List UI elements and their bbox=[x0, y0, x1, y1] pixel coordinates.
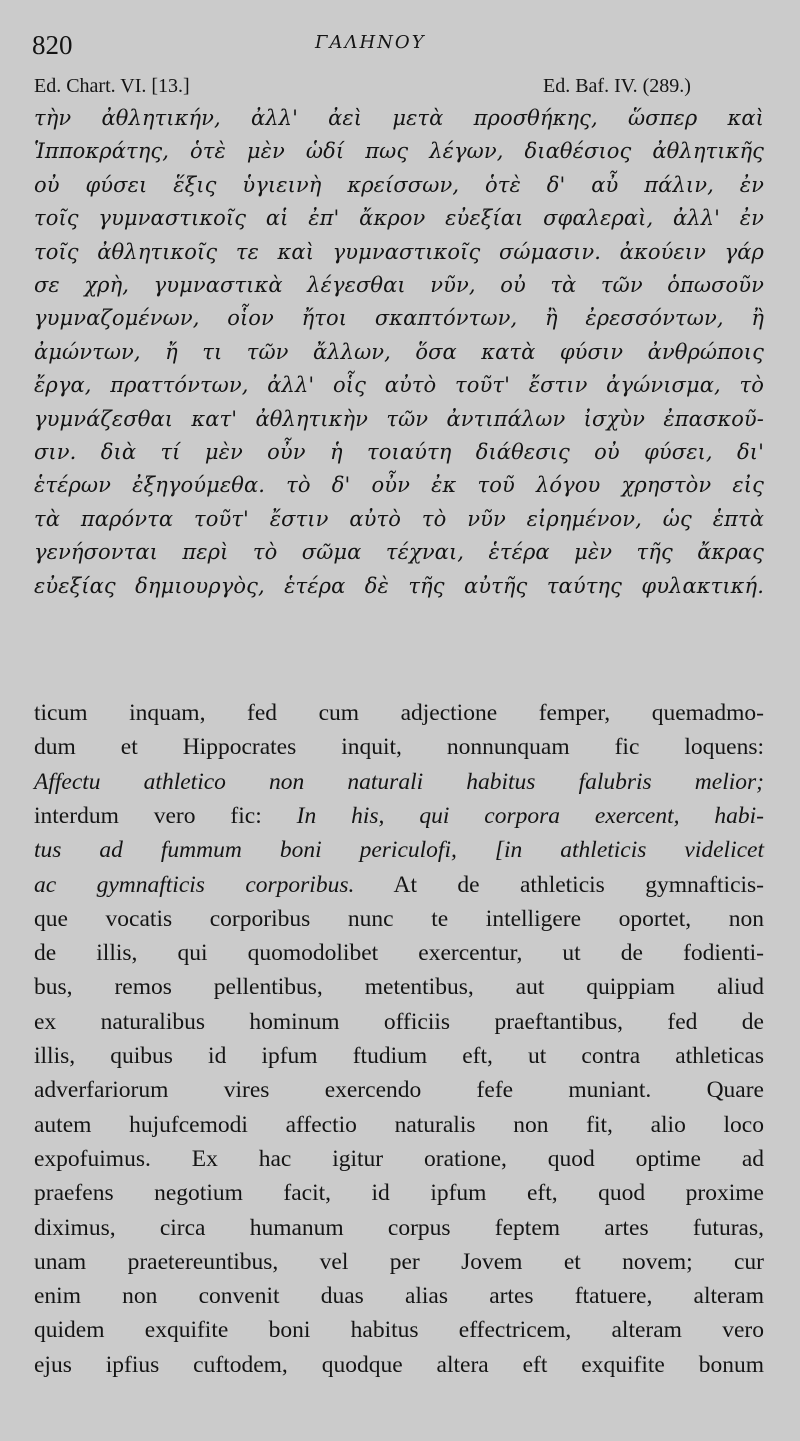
greek-text-line: Ἱπποκράτης, ὁτὲ μὲν ὡδί πως λέγων, διαθέσιος ἀθλητικῆς bbox=[34, 139, 764, 164]
latin-text-line bbox=[34, 803, 764, 830]
latin-text-line bbox=[34, 1112, 764, 1139]
latin-roman-span: enim non convenit duas alias artes ftatuere, alteram bbox=[34, 1283, 764, 1310]
latin-roman-span: illis, quibus id ipfum ftudium eft, ut contra athleticas bbox=[34, 1043, 764, 1069]
latin-text-line bbox=[34, 1352, 764, 1379]
greek-text-line: τοῖς ἀθλητικοῖς τε καὶ γυμναστικοῖς σώμασιν. ἀκούειν γάρ bbox=[34, 239, 764, 264]
edition-reference-left: Ed. Chart. VI. [13.] bbox=[34, 75, 190, 97]
latin-text-line bbox=[34, 700, 764, 727]
edition-reference-right: Ed. Baf. IV. (289.) bbox=[543, 75, 691, 97]
latin-text-line bbox=[34, 1043, 764, 1070]
latin-text-line bbox=[34, 974, 764, 1001]
greek-text-line: γενήσονται περὶ τὸ σῶμα τέχναι, ἑτέρα μὲν τῆς ἄκρας bbox=[34, 540, 764, 565]
latin-roman-span: bus, remos pellentibus, metentibus, aut quippiam aliud bbox=[34, 974, 764, 1001]
latin-text-line bbox=[34, 1215, 764, 1242]
greek-text-line: οὐ φύσει ἕξις ὑγιεινὴ κρείσσων, ὁτὲ δ' αὖ πάλιν, ἐν bbox=[34, 172, 764, 197]
latin-roman-span: unam praetereuntibus, vel per Jovem et novem; cur bbox=[34, 1248, 764, 1275]
latin-italic-span: Affectu athletico non naturali habitus falubris melior; bbox=[34, 768, 764, 795]
greek-text-line: ἀμώντων, ἤ τι τῶν ἄλλων, ὅσα κατὰ φύσιν ἀνθρώποις bbox=[34, 339, 764, 364]
greek-text-line: σε χρὴ, γυμναστικὰ λέγεσθαι νῦν, οὐ τὰ τῶν ὁπωσοῦν bbox=[34, 273, 764, 297]
latin-text-line bbox=[34, 1077, 764, 1104]
latin-text-line bbox=[34, 1009, 764, 1036]
latin-text-line bbox=[34, 769, 764, 796]
latin-roman-span: ejus ipfius cuftodem, quodque altera eft exquifite bonum bbox=[34, 1351, 764, 1378]
greek-text-line: γυμνάζεσθαι κατ' ἀθλητικὴν τῶν ἀντιπάλων ἰσχὺν ἐπασκοῦ- bbox=[34, 406, 764, 431]
latin-text-line bbox=[34, 1249, 764, 1276]
latin-roman-span: autem hujufcemodi affectio naturalis non fit, alio loco bbox=[34, 1111, 764, 1138]
greek-text-line: ἑτέρων ἐξηγούμεθα. τὸ δ' οὖν ἐκ τοῦ λόγου χρηστὸν εἰς bbox=[34, 473, 764, 498]
latin-roman-span: expofuimus. Ex hac igitur oratione, quod optime ad bbox=[34, 1145, 764, 1172]
greek-text-line: ἔργα, πραττόντων, ἀλλ' οἷς αὐτὸ τοῦτ' ἔστιν ἀγώνισμα, τὸ bbox=[34, 373, 764, 398]
latin-roman-span: quidem exquifite boni habitus effectricem, alteram vero bbox=[34, 1317, 764, 1344]
greek-text-line: σιν. διὰ τί μὲν οὖν ἡ τοιαύτη διάθεσις οὐ φύσει, δι' bbox=[34, 440, 764, 464]
latin-text-line bbox=[34, 906, 764, 933]
latin-roman-span: praefens negotium facit, id ipfum eft, quod proxime bbox=[34, 1180, 764, 1207]
latin-roman-span: At de athleticis gymnafticis- bbox=[354, 871, 764, 898]
latin-italic-span: tus ad fummum boni periculofi, [in athleticis videlicet bbox=[34, 837, 764, 864]
latin-italic-span: In his, qui corpora exercent, habi- bbox=[296, 802, 764, 829]
latin-roman-span: diximus, circa humanum corpus feptem artes futuras, bbox=[34, 1214, 764, 1241]
latin-roman-span: de illis, qui quomodolibet exercentur, ut de fodienti- bbox=[34, 940, 764, 967]
greek-text-line: τοῖς γυμναστικοῖς αἱ ἐπ' ἄκρον εὐεξίαι σφαλεραὶ, ἀλλ' ἐν bbox=[34, 206, 764, 231]
greek-text-line: γυμναζομένων, οἷον ἤτοι σκαπτόντων, ἢ ἐρεσσόντων, ἢ bbox=[34, 306, 764, 331]
latin-roman-span: ticum inquam, fed cum adjectione femper, quemadmo- bbox=[34, 700, 764, 726]
running-title: ΓΑΛΗΝΟΥ bbox=[315, 32, 426, 53]
latin-text-line bbox=[34, 1317, 764, 1344]
latin-roman-span: interdum vero fic: bbox=[34, 802, 297, 829]
latin-text-line bbox=[34, 837, 764, 864]
latin-roman-span: que vocatis corporibus nunc te intelligere oportet, non bbox=[34, 905, 764, 932]
latin-text-line bbox=[34, 872, 764, 899]
latin-text-line bbox=[34, 1180, 764, 1207]
greek-text-line: τὴν ἀθλητικήν, ἀλλ' ἀεὶ μετὰ προσθήκης, ὥσπερ καὶ bbox=[34, 106, 764, 130]
latin-roman-span: dum et Hippocrates inquit, nonnunquam fic loquens: bbox=[34, 734, 764, 761]
latin-text-line bbox=[34, 1283, 764, 1310]
greek-text-line: εὐεξίας δημιουργὸς, ἑτέρα δὲ τῆς αὐτῆς ταύτης φυλακτική. bbox=[34, 573, 764, 598]
latin-text-line bbox=[34, 1146, 764, 1173]
latin-text-line bbox=[34, 734, 764, 761]
page-number: 820 bbox=[32, 30, 73, 60]
latin-roman-span: ex naturalibus hominum officiis praeftantibus, fed de bbox=[34, 1008, 764, 1035]
latin-roman-span: adverfariorum vires exercendo fefe muniant. Quare bbox=[34, 1077, 764, 1104]
latin-text-line bbox=[34, 940, 764, 967]
latin-italic-span: ac gymnafticis corporibus. bbox=[34, 871, 355, 898]
greek-text-line: τὰ παρόντα τοῦτ' ἔστιν αὐτὸ τὸ νῦν εἰρημένον, ὡς ἑπτὰ bbox=[34, 506, 764, 531]
